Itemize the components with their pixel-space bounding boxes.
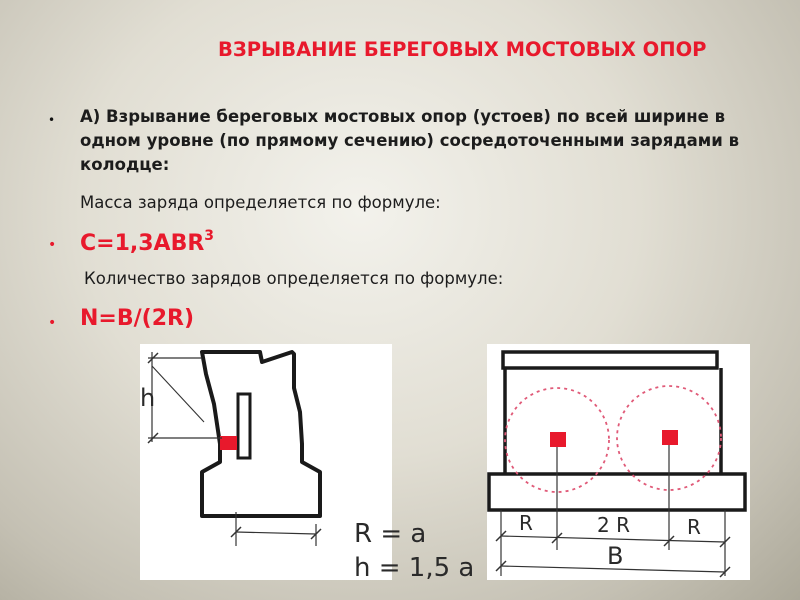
dimension-label-2r: 2 R (597, 513, 630, 537)
dimension-label-b: B (607, 542, 624, 570)
formula-charge-mass (80, 228, 214, 256)
foundation (489, 474, 745, 510)
point-a-text: А) Взрывание береговых мостовых опор (устоев) по всей ширине в одном уровне (по прямому сечению) сосредоточенными зарядами в колодце: (80, 107, 740, 174)
slide-title: ВЗРЫВАНИЕ БЕРЕГОВЫХ МОСТОВЫХ ОПОР (218, 38, 707, 61)
charge-marker (220, 436, 237, 450)
mass-note: Масса заряда определяется по формуле: (80, 193, 441, 212)
top-slab (503, 352, 717, 368)
dimension-line-r (236, 532, 316, 534)
bullet-marker: • (48, 113, 56, 127)
abutment-outline (202, 352, 320, 516)
bullet-marker: • (48, 315, 57, 331)
charge-marker (662, 430, 678, 445)
formula-charge-mass-base: C=1,3ABR (80, 231, 205, 256)
dimension-diagonal (152, 366, 204, 422)
dimension-label-r-right: R (687, 515, 701, 539)
formula-charge-count: N=B/(2R) (80, 306, 195, 331)
bullet-marker: • (48, 237, 57, 253)
equation-h: h = 1,5 a (354, 553, 475, 583)
formula-charge-mass-exponent: 3 (204, 228, 215, 244)
equation-r: R = a (354, 519, 427, 549)
abutment-section-figure (140, 344, 475, 583)
abutment-section-drawing (140, 344, 475, 583)
plan-view-figure (487, 344, 750, 580)
charge-marker (550, 432, 566, 447)
count-note: Количество зарядов определяется по формуле: (84, 269, 504, 288)
charge-well (238, 394, 250, 458)
plan-view-drawing (487, 344, 750, 580)
dimension-label-h: h (140, 384, 156, 412)
dimension-label-r-left: R (519, 511, 533, 535)
